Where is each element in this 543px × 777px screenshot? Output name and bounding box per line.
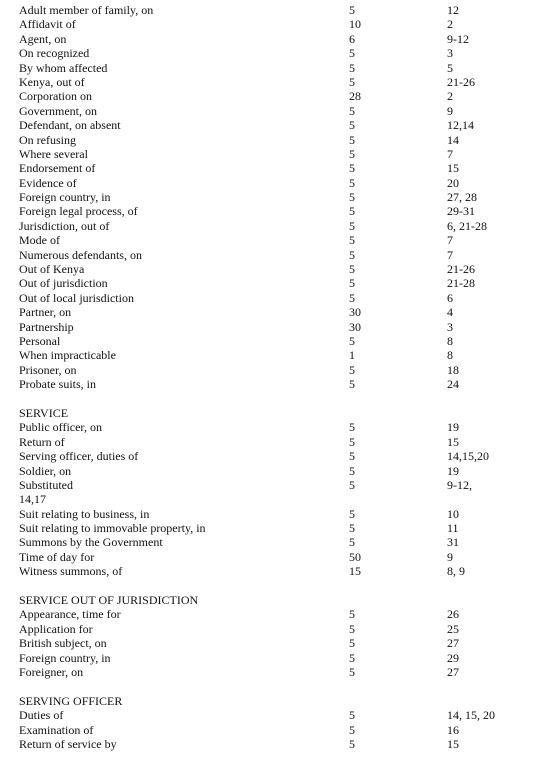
entry-term: Appearance, time for [19,607,121,622]
entry-term: Numerous defendants, on [19,247,142,262]
index-section [19,3,529,392]
entry-rule-numbers: 7 [447,247,453,262]
entry-term: Affidavit of [19,17,76,32]
entry-order-number: 5 [349,218,355,233]
entry-rule-numbers: 19 [447,463,459,478]
entry-rule-numbers: 21-26 [447,74,475,89]
entry-order-number: 5 [349,477,355,492]
entry-term: British subject, on [19,636,107,651]
entry-order-number: 5 [349,190,355,205]
index-entry [19,622,529,636]
section-heading: SERVICE OUT OF JURISDICTION [19,593,199,608]
index-entry [19,46,529,60]
index-entry [19,161,529,175]
entry-term: When impracticable [19,348,116,363]
entry-order-number: 5 [349,262,355,277]
entry-term: Out of jurisdiction [19,276,108,291]
index-entry [19,133,529,147]
index-entry [19,665,529,679]
entry-term: Time of day for [19,549,95,564]
entry-order-number: 5 [349,636,355,651]
index-entry [19,363,529,377]
entry-order-number: 5 [349,247,355,262]
entry-term: Summons by the Government [19,535,163,550]
entry-rule-numbers: 29-31 [447,204,475,219]
entry-term: Return of service by [19,736,117,751]
entry-rule-numbers: 9 [447,103,453,118]
index-entry [19,449,529,463]
entry-rule-numbers: 16 [447,722,459,737]
index-entry [19,291,529,305]
entry-rule-numbers: 3 [447,319,453,334]
index-entry [19,492,529,506]
entry-rule-numbers: 15 [447,736,459,751]
index-entry [19,104,529,118]
entry-order-number: 5 [349,377,355,392]
entry-term: Jurisdiction, out of [19,218,110,233]
entry-order-number: 5 [349,204,355,219]
index-entry [19,636,529,650]
entry-order-number: 5 [349,463,355,478]
index-entry [19,607,529,621]
entry-order-number: 5 [349,276,355,291]
entry-rule-numbers: 19 [447,420,459,435]
entry-term: Soldier, on [19,463,72,478]
entry-order-number: 5 [349,3,355,17]
entry-term: Public officer, on [19,420,102,435]
entry-term: Defendant, on absent [19,118,121,133]
entry-rule-numbers: 7 [447,233,453,248]
entry-term: Out of Kenya [19,262,85,277]
entry-order-number: 5 [349,607,355,622]
entry-term: By whom affected [19,60,108,75]
index-entry [19,248,529,262]
entry-order-number: 30 [349,319,361,334]
entry-rule-numbers: 25 [447,621,459,636]
entry-order-number: 30 [349,305,361,320]
index-entry [19,61,529,75]
entry-rule-numbers: 14,15,20 [447,449,489,464]
entry-order-number: 5 [349,161,355,176]
index-entry [19,737,529,751]
entry-order-number: 5 [349,650,355,665]
entry-term: Foreign country, in [19,190,111,205]
index-section [19,406,529,579]
entry-term: Endorsement of [19,161,96,176]
entry-order-number: 5 [349,506,355,521]
entry-rule-numbers: 29 [447,650,459,665]
entry-rule-numbers: 9-12, [447,477,472,492]
entry-order-number: 5 [349,333,355,348]
index-entry [19,176,529,190]
index-entry [19,535,529,549]
entry-term: Personal [19,333,61,348]
entry-rule-numbers: 31 [447,535,459,550]
index-entry [19,708,529,722]
entry-order-number: 5 [349,736,355,751]
entry-term: Adult member of family, on [19,3,154,17]
entry-order-number: 5 [349,118,355,133]
index-entry [19,320,529,334]
index-entry [19,377,529,391]
entry-order-number: 5 [349,434,355,449]
entry-rule-numbers: 18 [447,362,459,377]
entry-order-number: 10 [349,17,361,32]
entry-term: Substituted [19,477,74,492]
entry-order-number: 5 [349,708,355,723]
index-entry [19,651,529,665]
index-entry [19,89,529,103]
entry-rule-numbers: 27, 28 [447,190,477,205]
entry-order-number: 50 [349,549,361,564]
index-entry [19,420,529,434]
index-entry [19,75,529,89]
entry-term: Kenya, out of [19,74,85,89]
index-entry [19,507,529,521]
entry-term: Probate suits, in [19,377,96,392]
entry-order-number: 1 [349,348,355,363]
entry-rule-numbers: 8, 9 [447,564,465,579]
index-entry [19,564,529,578]
entry-rule-numbers: 27 [447,636,459,651]
entry-rule-numbers: 24 [447,377,459,392]
entry-term: Evidence of [19,175,77,190]
entry-order-number: 5 [349,132,355,147]
entry-order-number: 5 [349,521,355,536]
index-entry [19,204,529,218]
index-entry [19,190,529,204]
entry-term: Suit relating to business, in [19,506,150,521]
entry-rule-numbers: 14 [447,132,459,147]
entry-order-number: 5 [349,664,355,679]
entry-rule-numbers: 12 [447,3,459,17]
index-entry [19,17,529,31]
index-entry [19,723,529,737]
index-entry [19,3,529,17]
entry-rule-numbers: 2 [447,17,453,32]
entry-order-number: 5 [349,449,355,464]
index-entry [19,262,529,276]
entry-order-number: 5 [349,60,355,75]
entry-order-number: 5 [349,46,355,61]
entry-order-number: 6 [349,31,355,46]
index-entry [19,219,529,233]
index-entry [19,435,529,449]
entry-term: Duties of [19,708,64,723]
entry-rule-numbers: 4 [447,305,453,320]
entry-term: Mode of [19,233,60,248]
index-entry [19,464,529,478]
entry-term: Agent, on [19,31,67,46]
entry-term: Return of [19,434,65,449]
entry-order-number: 28 [349,89,361,104]
entry-order-number: 5 [349,362,355,377]
index-entry [19,233,529,247]
entry-rule-numbers: 6, 21-28 [447,218,487,233]
entry-order-number: 5 [349,175,355,190]
entry-order-number: 15 [349,564,361,579]
entry-term: Examination of [19,722,94,737]
entry-rule-numbers: 9-12 [447,31,469,46]
entry-term: Government, on [19,103,97,118]
entry-order-number: 5 [349,290,355,305]
entry-term: Out of local jurisdiction [19,290,134,305]
entry-rule-numbers: 27 [447,664,459,679]
entry-rule-numbers: 6 [447,290,453,305]
index-entry [19,305,529,319]
entry-term: On recognized [19,46,90,61]
section-heading: SERVICE [19,405,69,420]
entry-term: Serving officer, duties of [19,449,139,464]
entry-term: Application for [19,621,93,636]
entry-order-number: 5 [349,722,355,737]
index-entry [19,348,529,362]
index-entry [19,521,529,535]
entry-term: Partnership [19,319,74,334]
entry-term: Partner, on [19,305,72,320]
entry-order-number: 5 [349,420,355,435]
index-entry [19,276,529,290]
entry-term: 14,17 [19,492,46,507]
index-entry [19,550,529,564]
entry-rule-numbers: 8 [447,348,453,363]
entry-term: Suit relating to immovable property, in [19,521,206,536]
index-entry [19,147,529,161]
entry-rule-numbers: 10 [447,506,459,521]
index-section [19,593,529,679]
entry-term: Where several [19,146,88,161]
entry-term: Prisoner, on [19,362,77,377]
entry-term: Witness summons, of [19,564,123,579]
entry-rule-numbers: 3 [447,46,453,61]
section-heading: SERVING OFFICER [19,693,123,708]
entry-rule-numbers: 8 [447,333,453,348]
entry-rule-numbers: 21-28 [447,276,475,291]
entry-rule-numbers: 20 [447,175,459,190]
index-entry [19,32,529,46]
entry-rule-numbers: 15 [447,434,459,449]
index-section [19,694,529,752]
index-entry [19,334,529,348]
entry-order-number: 5 [349,146,355,161]
entry-term: On refusing [19,132,76,147]
entry-rule-numbers: 2 [447,89,453,104]
entry-order-number: 5 [349,621,355,636]
entry-term: Foreign country, in [19,650,111,665]
entry-rule-numbers: 12,14 [447,118,474,133]
entry-order-number: 5 [349,74,355,89]
entry-rule-numbers: 9 [447,549,453,564]
entry-order-number: 5 [349,103,355,118]
entry-rule-numbers: 5 [447,60,453,75]
entry-rule-numbers: 11 [447,521,459,536]
entry-order-number: 5 [349,535,355,550]
index-page [19,3,529,751]
entry-rule-numbers: 26 [447,607,459,622]
index-entry [19,118,529,132]
entry-term: Foreign legal process, of [19,204,138,219]
index-entry [19,478,529,492]
entry-rule-numbers: 7 [447,146,453,161]
entry-order-number: 5 [349,233,355,248]
entry-rule-numbers: 15 [447,161,459,176]
entry-term: Corporation on [19,89,92,104]
entry-rule-numbers: 21-26 [447,262,475,277]
entry-rule-numbers: 14, 15, 20 [447,708,495,723]
entry-term: Foreigner, on [19,664,84,679]
